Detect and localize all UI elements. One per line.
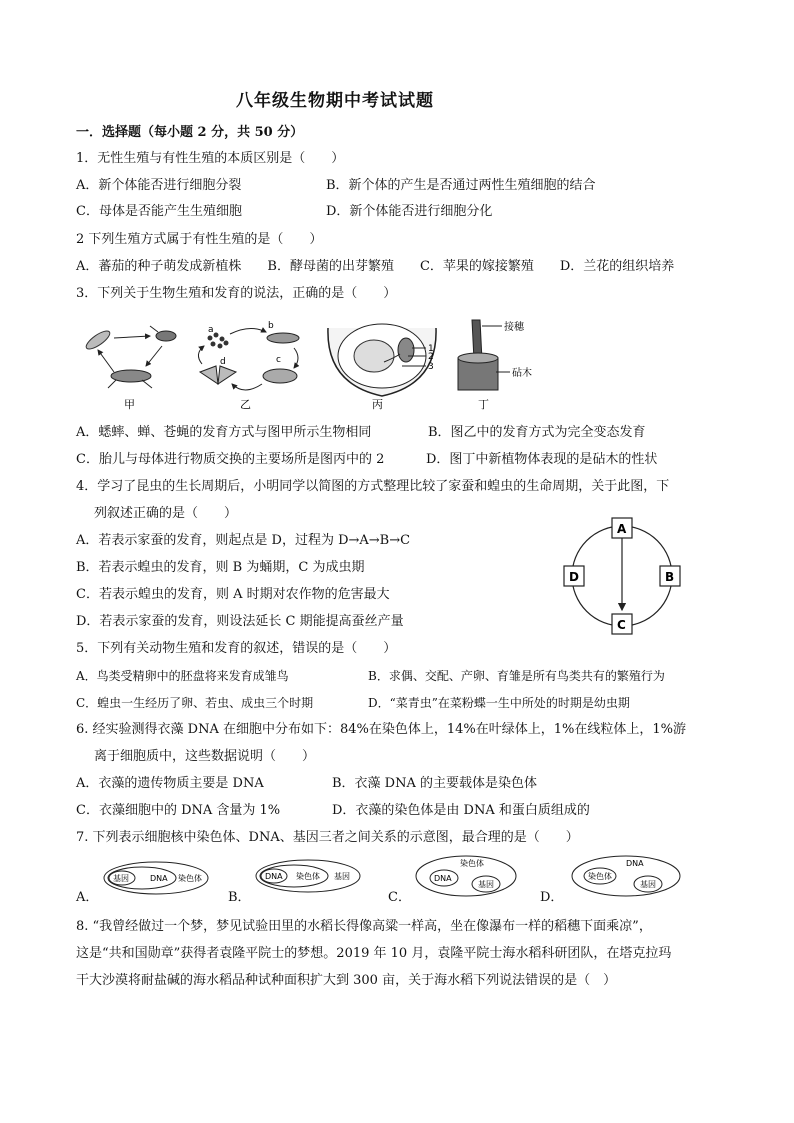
q5-option-c: C．蝗虫一生经历了卵、若虫、成虫三个时期 (76, 696, 314, 710)
pupa-shape (263, 369, 297, 383)
q1-option-b: B．新个体的产生是否通过两性生殖细胞的结合 (326, 178, 596, 193)
q2-stem: 2 下列生殖方式属于有性生殖的是（ ） (76, 232, 323, 247)
figure-bing (322, 314, 452, 410)
node-d-label: D (569, 570, 579, 584)
q6-stem-line2: 离于细胞质中，这些数据说明（ ） (94, 749, 316, 764)
q2-options: A．蕃茄的种子萌发成新植株 B．酵母菌的出芽繁殖 C．苹果的嫁接繁殖 D．兰花的组织培养 (76, 259, 675, 274)
q7-diagram-b (252, 856, 368, 900)
moth-shape (200, 366, 236, 384)
q1-stem: 1．无性生殖与有性生殖的本质区别是（ ） (76, 151, 345, 166)
q6-option-b: B．衣藻 DNA 的主要载体是染色体 (332, 776, 538, 791)
q4-option-b: B．若表示蝗虫的发育，则 B 为蛹期，C 为成虫期 (76, 560, 365, 575)
q7b-chrom-label: 染色体 (296, 872, 320, 881)
q4-stem-line1: 4．学习了昆虫的生长周期后，小明同学以简图的方式整理比较了家蚕和蝗虫的生命周期，关于此图，下 (76, 479, 670, 494)
q5-stem: 5．下列有关动物生殖和发育的叙述，错误的是（ ） (76, 641, 397, 656)
q8-line3: 干大沙漠将耐盐碱的海水稻品种试种面积扩大到 300 亩，关于海水稻下列说法错误的是（ ） (76, 973, 617, 988)
q7-diagram-c (412, 852, 522, 900)
node-b-label: B (665, 570, 675, 584)
egg-shape (84, 328, 113, 352)
nymph-shape (150, 326, 176, 341)
q5-option-d: D．“菜青虫”在菜粉蝶一生中所处的时期是幼虫期 (368, 696, 630, 710)
q6-option-d: D．衣藻的染色体是由 DNA 和蛋白质组成的 (332, 803, 590, 818)
q7-stem: 7. 下列表示细胞核中染色体、DNA、基因三者之间关系的示意图，最合理的是（ ） (76, 830, 579, 845)
q7d-gene-label: 基因 (640, 880, 656, 889)
scion-label: 接穗 (504, 322, 524, 333)
q7a-gene-label: 基因 (113, 874, 129, 883)
q7-diagram-d (568, 852, 688, 900)
q6-option-a: A．衣藻的遗传物质主要是 DNA (76, 776, 264, 791)
q1-option-d: D．新个体能否进行细胞分化 (326, 204, 493, 219)
node-c-label: C (617, 618, 626, 632)
figure-label-ding: 丁 (478, 398, 489, 410)
q3-stem: 3．下列关于生物生殖和发育的说法，正确的是（ ） (76, 286, 397, 301)
q7-diagram-a (100, 858, 214, 902)
node-a-label: A (617, 522, 627, 536)
q8-line1: 8. “我曾经做过一个梦，梦见试验田里的水稻长得像高粱一样高，坐在像瀑布一样的稻穗下面乘凉”， (76, 919, 652, 934)
placenta-shape (398, 338, 414, 362)
q7d-dna-label: DNA (626, 859, 644, 868)
q7c-chrom-label: 染色体 (460, 859, 484, 868)
page-title: 八年级生物期中考试试题 (236, 91, 434, 111)
q5-option-b: B．求偶、交配、产卵、育雏是所有鸟类共有的繁殖行为 (368, 669, 665, 683)
q3-option-a: A．蟋蟀、蝉、苍蝇的发育方式与图甲所示生物相同 (76, 425, 372, 440)
figure-yi-label-c: c (276, 355, 281, 365)
q4-option-c: C．若表示蝗虫的发育，则 A 时期对农作物的危害最大 (76, 587, 390, 602)
q3-option-c: C．胎儿与母体进行物质交换的主要场所是图丙中的 2 (76, 452, 385, 467)
q7-option-a-letter: A． (76, 890, 99, 905)
q7-option-b-letter: B． (228, 890, 251, 905)
q4-stem-line2: 列叙述正确的是（ ） (94, 506, 238, 521)
figure-label-bing: 丙 (372, 398, 383, 410)
q4-option-a: A．若表示家蚕的发育，则起点是 D，过程为 D→A→B→C (76, 533, 411, 548)
figure-yi-label-d: d (220, 357, 226, 367)
q7d-chrom-label: 染色体 (588, 872, 612, 881)
q4-option-d: D．若表示家蚕的发育，则设法延长 C 期能提高蚕丝产量 (76, 614, 404, 629)
section-heading: 一．选择题（每小题 2 分，共 50 分） (76, 125, 304, 140)
figure-yi (180, 318, 310, 410)
figure-bing-label-2: 2 (428, 352, 434, 362)
figure-jia (76, 318, 186, 410)
q7b-gene-label: 基因 (334, 872, 350, 881)
rootstock-label: 砧木 (512, 368, 532, 379)
figure-label-jia: 甲 (124, 398, 135, 410)
q8-line2: 这是“共和国勋章”获得者袁隆平院士的梦想。2019 年 10 月，袁隆平院士海水稻科研团队，在塔克拉玛 (76, 946, 672, 961)
figure-bing-label-3: 3 (428, 362, 434, 372)
q1-option-c: C．母体是否能产生生殖细胞 (76, 204, 242, 219)
q6-stem-line1: 6. 经实验测得衣藻 DNA 在细胞中分布如下：84%在染色体上，14%在叶绿体上，1%在线粒体上，1%游 (76, 722, 687, 737)
q6-option-c: C．衣藻细胞中的 DNA 含量为 1% (76, 803, 281, 818)
q7b-dna-label: DNA (265, 872, 283, 881)
fetus-shape (354, 340, 394, 372)
q3-option-b: B．图乙中的发育方式为完全变态发育 (428, 425, 646, 440)
adult-grasshopper-shape (108, 370, 152, 388)
figure-yi-label-b: b (268, 321, 274, 331)
q7c-gene-label: 基因 (478, 880, 494, 889)
q7-option-c-letter: C． (388, 890, 411, 905)
figure-label-yi: 乙 (240, 398, 251, 410)
figure-bing-label-1: 1 (428, 344, 434, 354)
figure-ding (450, 312, 550, 410)
q7a-dna-label: DNA (150, 874, 168, 883)
q3-option-d: D．图丁中新植物体表现的是砧木的性状 (426, 452, 658, 467)
q5-option-a: A．鸟类受精卵中的胚盘将来发育成雏鸟 (76, 669, 289, 683)
figure-yi-label-a: a (208, 325, 214, 335)
q7c-dna-label: DNA (434, 874, 452, 883)
q7a-chrom-label: 染色体 (178, 874, 202, 883)
larva-shape (267, 333, 299, 343)
life-cycle-diagram (560, 512, 690, 642)
q1-option-a: A．新个体能否进行细胞分裂 (76, 178, 242, 193)
q7-option-d-letter: D． (540, 890, 564, 905)
